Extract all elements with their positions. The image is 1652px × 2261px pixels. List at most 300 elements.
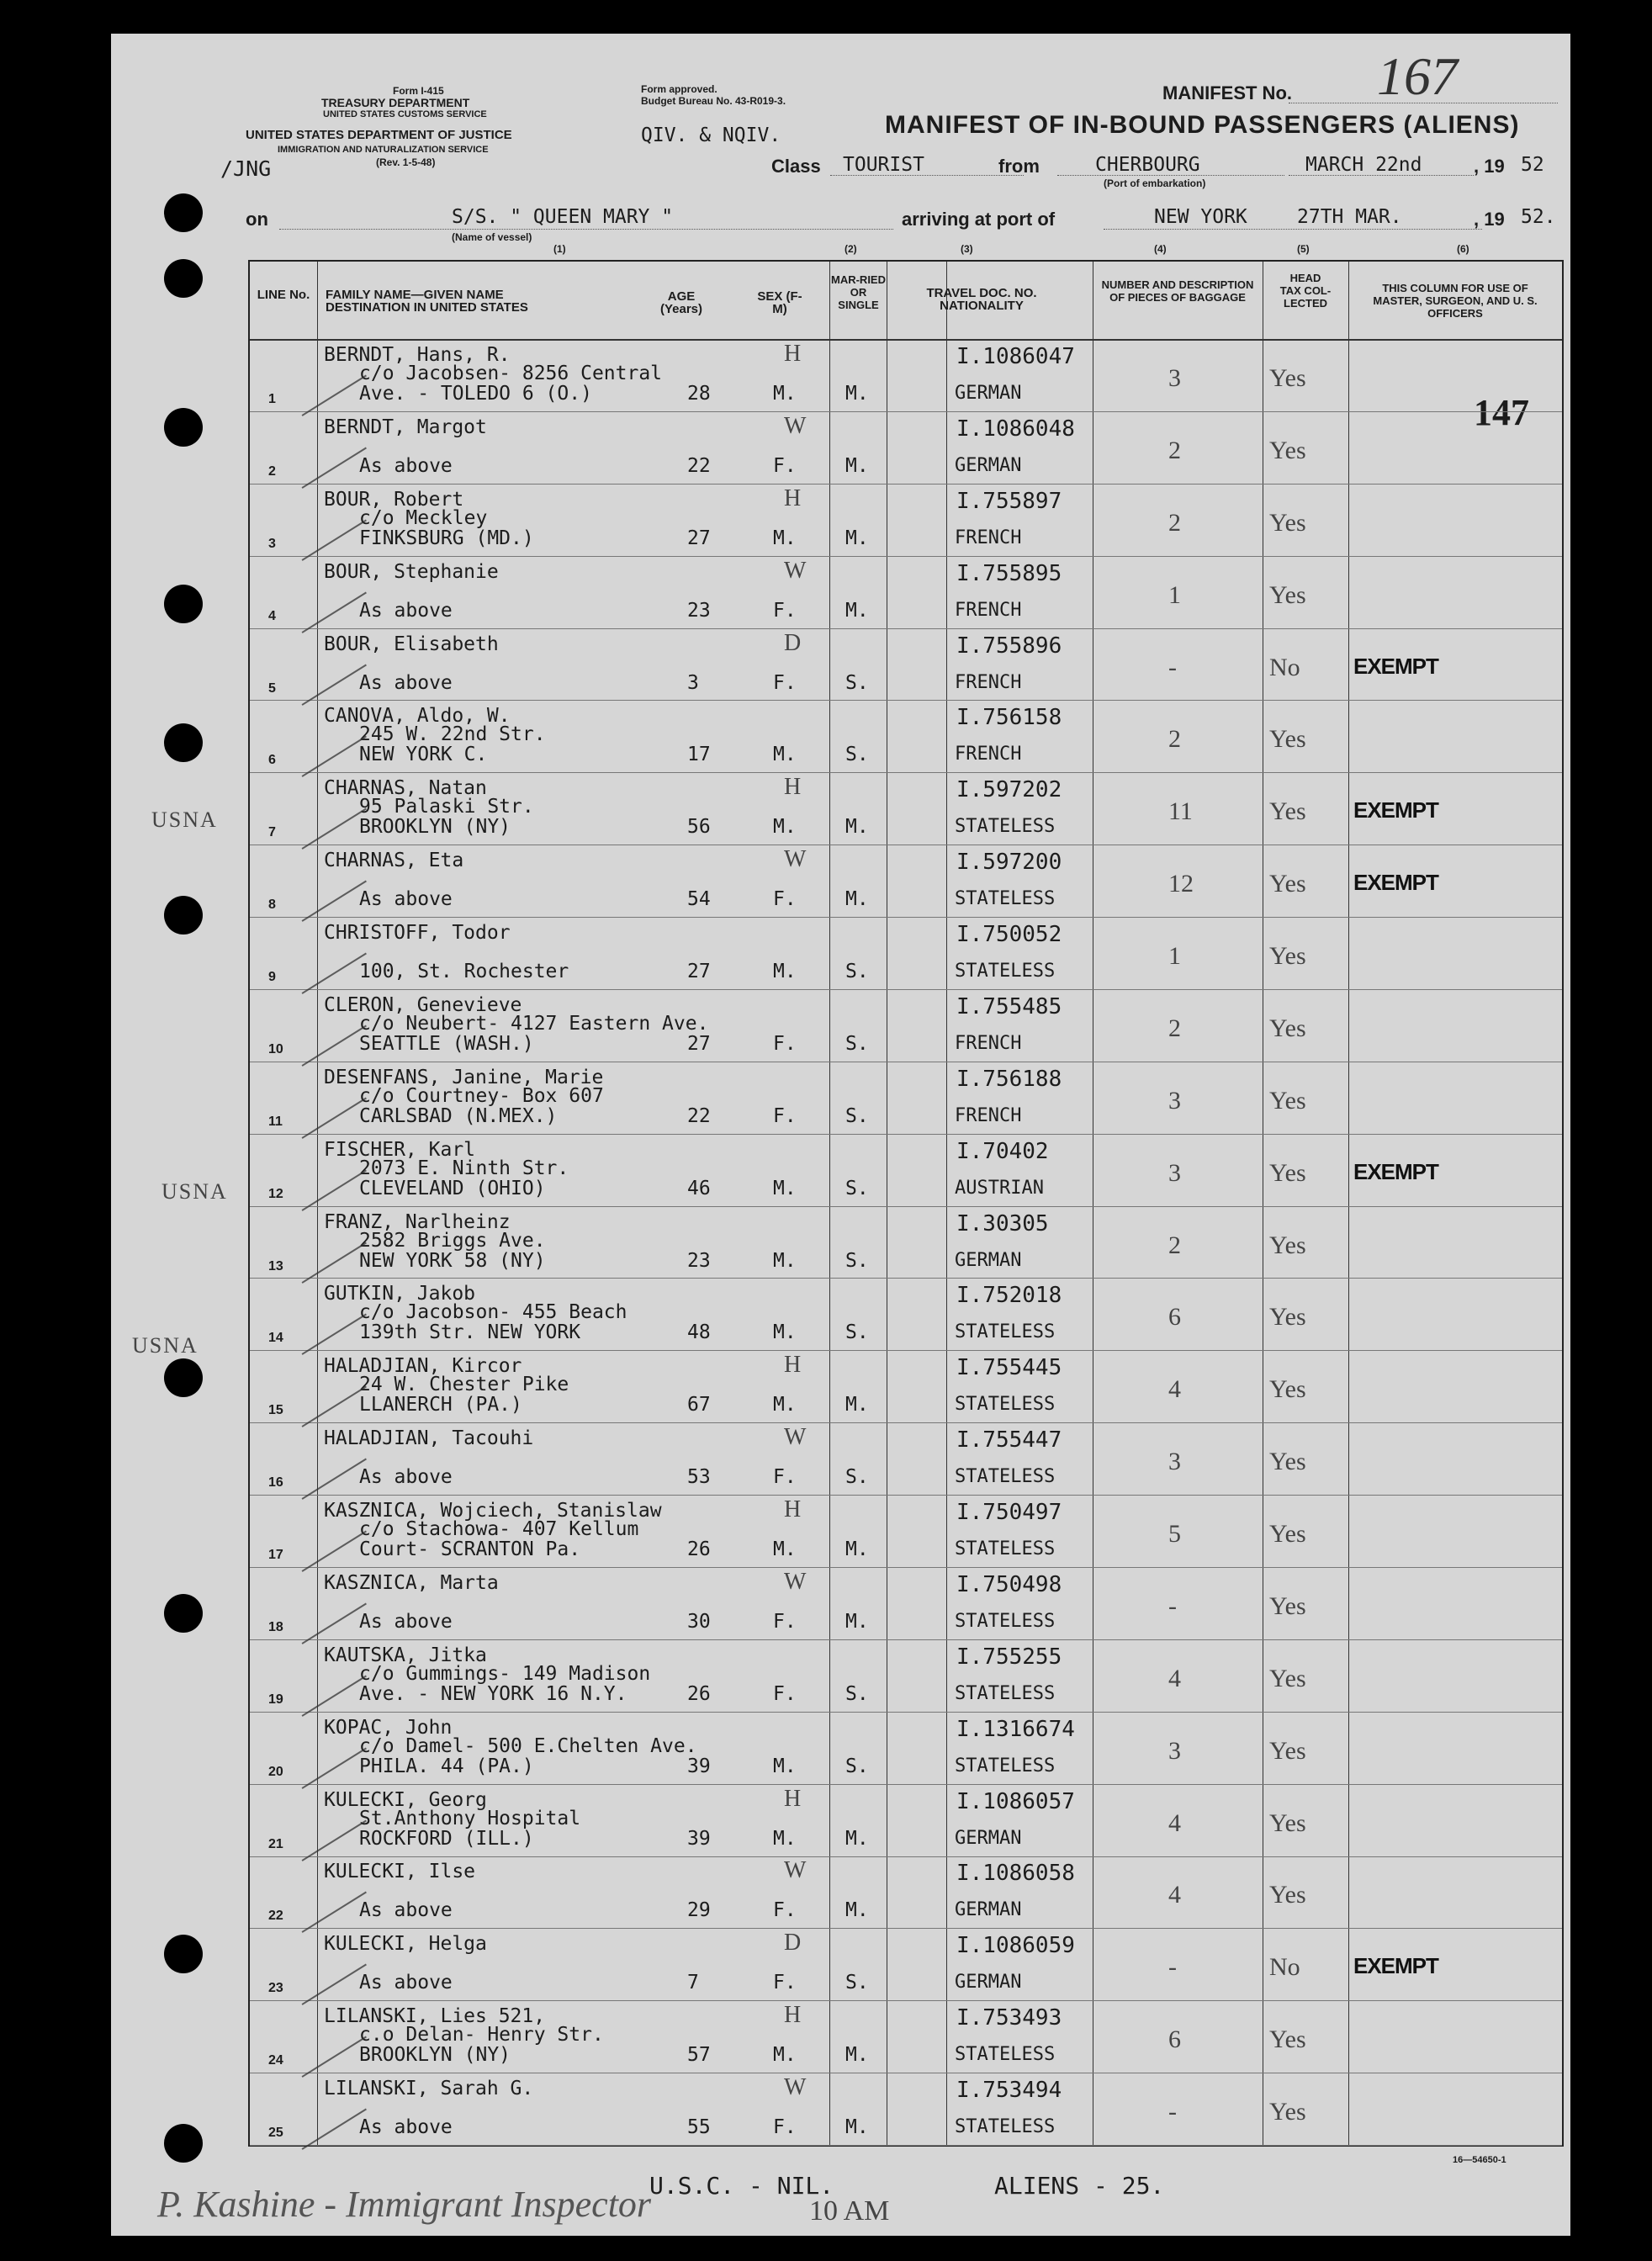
nationality: STATELESS xyxy=(955,1466,1056,1488)
baggage-count: 2 xyxy=(1168,508,1181,537)
header-officers-column: THIS COLUMN FOR USE OF MASTER, SURGEON, AND U. S. OFFICERS xyxy=(1373,282,1538,320)
family-given-name: KULECKI, Helga xyxy=(324,1933,487,1956)
head-tax-collected: Yes xyxy=(1269,580,1306,609)
nationality: STATELESS xyxy=(955,1682,1056,1704)
customs-service: UNITED STATES CUSTOMS SERVICE xyxy=(323,109,487,119)
line-number: 8 xyxy=(268,898,276,913)
travel-doc-number: I.755896 xyxy=(956,633,1062,659)
family-given-name: HALADJIAN, Kircor xyxy=(324,1355,522,1378)
nationality: STATELESS xyxy=(955,1755,1056,1776)
family-given-name: BOUR, Stephanie xyxy=(324,560,499,583)
header-sex: SEX (F-M) xyxy=(757,289,802,316)
marital-status: M. xyxy=(845,599,869,622)
manifest-title: MANIFEST OF IN-BOUND PASSENGERS (ALIENS) xyxy=(885,111,1520,139)
sex: F. xyxy=(773,1104,797,1127)
sex: M. xyxy=(773,1394,797,1416)
destination-line-1: 2582 Briggs Ave. xyxy=(359,1229,546,1252)
travel-doc-number: I.756158 xyxy=(956,705,1062,731)
family-given-name: KOPAC, John xyxy=(324,1716,453,1739)
travel-doc-number: I.753493 xyxy=(956,2005,1062,2031)
sex: F. xyxy=(773,2116,797,2139)
age: 27 xyxy=(687,961,711,983)
officer-mark: EXEMPT xyxy=(1353,1158,1438,1184)
aliens-total: ALIENS - 25. xyxy=(994,2172,1165,2200)
marital-status: M. xyxy=(845,888,869,911)
head-status-mark: D xyxy=(784,629,802,656)
travel-doc-number: I.1086048 xyxy=(956,416,1075,442)
nationality: FRENCH xyxy=(955,671,1022,693)
nationality: STATELESS xyxy=(955,2044,1056,2066)
head-status-mark: H xyxy=(784,1785,802,1812)
travel-doc-number: I.70402 xyxy=(956,1138,1049,1164)
arrival-date: 27TH MAR. xyxy=(1297,206,1402,228)
head-status-mark: H xyxy=(784,2002,802,2029)
destination-line-2: SEATTLE (WASH.) xyxy=(359,1032,534,1055)
destination-line-1: c/o Courtney- Box 607 xyxy=(359,1084,604,1107)
age: 48 xyxy=(687,1321,711,1344)
destination-line-2: CLEVELAND (OHIO) xyxy=(359,1177,546,1199)
family-given-name: BERNDT, Hans, R. xyxy=(324,344,511,366)
family-given-name: KAUTSKA, Jitka xyxy=(324,1644,487,1666)
marital-status: M. xyxy=(845,383,869,405)
nationality: FRENCH xyxy=(955,744,1022,765)
head-tax-collected: Yes xyxy=(1269,1086,1306,1115)
head-tax-collected: Yes xyxy=(1269,870,1306,898)
family-given-name: KASZNICA, Marta xyxy=(324,1571,499,1594)
travel-doc-number: I.756188 xyxy=(956,1066,1062,1092)
margin-note: USNA xyxy=(151,808,218,832)
class-value: TOURIST xyxy=(843,154,924,176)
marital-status: M. xyxy=(845,2116,869,2139)
baggage-count: 2 xyxy=(1168,725,1181,754)
family-given-name: CHRISTOFF, Todor xyxy=(324,922,511,945)
revision-date: (Rev. 1-5-48) xyxy=(376,156,436,168)
passenger-table xyxy=(248,260,1564,2147)
marital-status: M. xyxy=(845,454,869,477)
marital-status: S. xyxy=(845,1682,869,1705)
treasury-department: TREASURY DEPARTMENT xyxy=(321,96,470,109)
embarkation-date: MARCH 22nd xyxy=(1305,154,1422,176)
nationality: FRENCH xyxy=(955,1104,1022,1126)
officer-mark: EXEMPT xyxy=(1353,653,1438,679)
family-given-name: CLERON, Genevieve xyxy=(324,993,522,1016)
marital-status: M. xyxy=(845,2044,869,2067)
officer-mark: EXEMPT xyxy=(1353,870,1438,896)
destination-line-2: As above xyxy=(359,1899,453,1922)
marital-status: S. xyxy=(845,1177,869,1199)
head-tax-collected: Yes xyxy=(1269,1231,1306,1259)
nationality: AUSTRIAN xyxy=(955,1177,1044,1199)
age: 7 xyxy=(687,1972,699,1994)
destination-line-1: c.o Delan- Henry Str. xyxy=(359,2024,604,2047)
destination-line-2: As above xyxy=(359,1466,453,1489)
sex: M. xyxy=(773,1827,797,1850)
destination-line-2: CARLSBAD (N.MEX.) xyxy=(359,1104,558,1127)
baggage-count: 3 xyxy=(1168,1736,1181,1765)
travel-doc-number: I.1086059 xyxy=(956,1933,1075,1959)
punch-hole xyxy=(164,259,203,298)
destination-line-2: NEW YORK 58 (NY) xyxy=(359,1249,546,1272)
baggage-count: 6 xyxy=(1168,1303,1181,1332)
line-number: 1 xyxy=(268,392,276,406)
usc-total: U.S.C. - NIL. xyxy=(649,2172,834,2200)
head-status-mark: H xyxy=(784,341,802,367)
age: 54 xyxy=(687,888,711,911)
sex: F. xyxy=(773,1682,797,1705)
head-tax-collected: Yes xyxy=(1269,1736,1306,1765)
col-num-4: (4) xyxy=(1154,243,1167,255)
head-tax-collected: No xyxy=(1269,1953,1300,1982)
quota-class: QIV. & NQIV. xyxy=(641,124,781,146)
age: 26 xyxy=(687,1538,711,1561)
header-name: FAMILY NAME—GIVEN NAME DESTINATION IN UNITED STATES xyxy=(326,288,528,315)
manifest-number: 167 xyxy=(1377,46,1458,106)
destination-line-1: c/o Jacobson- 455 Beach xyxy=(359,1301,627,1324)
margin-note: USNA xyxy=(161,1179,228,1204)
line-number: 23 xyxy=(268,1981,283,1996)
line-number: 25 xyxy=(268,2126,283,2141)
head-tax-collected: Yes xyxy=(1269,1375,1306,1404)
print-number: 16—54650-1 xyxy=(1453,2155,1506,2165)
head-tax-collected: Yes xyxy=(1269,436,1306,464)
head-status-mark: W xyxy=(784,1857,807,1884)
manifest-label: MANIFEST No. xyxy=(1162,82,1292,103)
baggage-count: 3 xyxy=(1168,364,1181,392)
age: 39 xyxy=(687,1827,711,1850)
punch-hole xyxy=(164,1594,203,1633)
family-given-name: KASZNICA, Wojciech, Stanislaw xyxy=(324,1500,662,1522)
sex: M. xyxy=(773,383,797,405)
age: 57 xyxy=(687,2044,711,2067)
travel-doc-number: I.750052 xyxy=(956,922,1062,948)
marital-status: M. xyxy=(845,1610,869,1633)
destination-line-2: As above xyxy=(359,454,453,477)
line-number: 9 xyxy=(268,970,276,985)
travel-doc-number: I.1086047 xyxy=(956,344,1075,369)
head-tax-collected: Yes xyxy=(1269,2025,1306,2054)
line-number: 3 xyxy=(268,536,276,551)
year2-value: 52. xyxy=(1521,206,1556,228)
form-number: Form I-415 xyxy=(393,85,444,97)
sex: M. xyxy=(773,961,797,983)
family-given-name: HALADJIAN, Tacouhi xyxy=(324,1427,534,1450)
line-number: 2 xyxy=(268,463,276,479)
travel-doc-number: I.755485 xyxy=(956,993,1062,1019)
destination-line-2: FINKSBURG (MD.) xyxy=(359,527,534,549)
sex: F. xyxy=(773,1466,797,1489)
head-status-mark: H xyxy=(784,774,802,801)
destination-line-1: c/o Stachowa- 407 Kellum xyxy=(359,1518,639,1541)
travel-doc-number: I.597200 xyxy=(956,850,1062,876)
family-given-name: DESENFANS, Janine, Marie xyxy=(324,1066,604,1088)
travel-doc-number: I.1086058 xyxy=(956,1861,1075,1887)
year2-prefix: , 19 xyxy=(1474,209,1505,230)
marital-status: S. xyxy=(845,1249,869,1272)
age: 22 xyxy=(687,1104,711,1127)
travel-doc-number: I.753494 xyxy=(956,2078,1062,2104)
family-given-name: KULECKI, Georg xyxy=(324,1788,487,1811)
marital-status: M. xyxy=(845,1538,869,1561)
port-of-embarkation: CHERBOURG xyxy=(1095,154,1200,176)
destination-line-2: 100, St. Rochester xyxy=(359,961,569,983)
header-line-no: LINE No. xyxy=(257,288,310,302)
form-approved: Form approved. xyxy=(641,83,717,95)
baggage-count: 6 xyxy=(1168,2025,1181,2054)
baggage-count: 2 xyxy=(1168,1014,1181,1042)
nationality: GERMAN xyxy=(955,383,1022,404)
baggage-count: - xyxy=(1168,653,1177,681)
destination-line-2: NEW YORK C. xyxy=(359,744,488,766)
col-num-6: (6) xyxy=(1457,243,1469,255)
line-number: 17 xyxy=(268,1548,283,1563)
year-prefix: , 19 xyxy=(1474,156,1505,177)
travel-doc-number: I.750497 xyxy=(956,1500,1062,1526)
family-given-name: FRANZ, Narlheinz xyxy=(324,1210,511,1233)
head-tax-collected: Yes xyxy=(1269,508,1306,537)
age: 27 xyxy=(687,1032,711,1055)
line-number: 6 xyxy=(268,753,276,768)
sex: M. xyxy=(773,1321,797,1344)
baggage-count: - xyxy=(1168,1953,1177,1982)
officer-mark: EXEMPT xyxy=(1353,797,1438,823)
sex: F. xyxy=(773,888,797,911)
line-number: 14 xyxy=(268,1331,283,1346)
destination-line-2: 139th Str. NEW YORK xyxy=(359,1321,581,1344)
header-baggage: NUMBER AND DESCRIPTION OF PIECES OF BAGGAGE xyxy=(1101,278,1254,304)
age: 23 xyxy=(687,599,711,622)
nationality: STATELESS xyxy=(955,961,1056,982)
travel-doc-number: I.755445 xyxy=(956,1355,1062,1381)
punch-hole xyxy=(164,408,203,447)
travel-doc-number: I.755895 xyxy=(956,560,1062,586)
line-number: 19 xyxy=(268,1692,283,1707)
head-status-mark: W xyxy=(784,412,807,439)
baggage-count: 2 xyxy=(1168,436,1181,464)
budget-bureau: Budget Bureau No. 43-R019-3. xyxy=(641,95,786,107)
head-tax-collected: Yes xyxy=(1269,725,1306,754)
age: 26 xyxy=(687,1682,711,1705)
family-given-name: CHARNAS, Eta xyxy=(324,850,464,872)
family-given-name: GUTKIN, Jakob xyxy=(324,1283,476,1305)
nationality: STATELESS xyxy=(955,888,1056,910)
head-tax-collected: Yes xyxy=(1269,1303,1306,1332)
family-given-name: FISCHER, Karl xyxy=(324,1138,476,1161)
destination-line-2: As above xyxy=(359,599,453,622)
line-number: 24 xyxy=(268,2053,283,2068)
sex: F. xyxy=(773,1032,797,1055)
year-value: 52 xyxy=(1521,154,1544,176)
destination-line-2: BROOKLYN (NY) xyxy=(359,2044,511,2067)
line-number: 5 xyxy=(268,680,276,696)
nationality: STATELESS xyxy=(955,1321,1056,1343)
head-tax-collected: No xyxy=(1269,653,1300,681)
punch-hole xyxy=(164,723,203,762)
destination-line-1: c/o Gummings- 149 Madison xyxy=(359,1662,651,1685)
line-number: 15 xyxy=(268,1403,283,1418)
officer-mark: EXEMPT xyxy=(1353,1953,1438,1979)
head-tax-collected: Yes xyxy=(1269,1158,1306,1187)
sex: M. xyxy=(773,527,797,549)
nationality: GERMAN xyxy=(955,454,1022,476)
baggage-count: 3 xyxy=(1168,1158,1181,1187)
port-caption: (Port of embarkation) xyxy=(1104,177,1206,189)
family-given-name: BERNDT, Margot xyxy=(324,416,487,438)
nationality: STATELESS xyxy=(955,1610,1056,1632)
marital-status: M. xyxy=(845,1899,869,1922)
age: 55 xyxy=(687,2116,711,2139)
line-number: 10 xyxy=(268,1041,283,1056)
head-tax-collected: Yes xyxy=(1269,1808,1306,1837)
nationality: STATELESS xyxy=(955,2116,1056,2138)
marital-status: S. xyxy=(845,671,869,694)
col-num-1: (1) xyxy=(553,243,566,255)
sex: M. xyxy=(773,1249,797,1272)
punch-hole xyxy=(164,585,203,623)
age: 17 xyxy=(687,744,711,766)
travel-doc-number: I.755447 xyxy=(956,1427,1062,1454)
head-status-mark: D xyxy=(784,1930,802,1957)
marital-status: M. xyxy=(845,816,869,839)
destination-line-1: c/o Jacobsen- 8256 Central xyxy=(359,363,663,384)
arrival-port: NEW YORK xyxy=(1154,206,1247,228)
baggage-count: 4 xyxy=(1168,1808,1181,1837)
line-number: 22 xyxy=(268,1909,283,1924)
punch-hole xyxy=(164,896,203,935)
head-tax-collected: Yes xyxy=(1269,1448,1306,1476)
destination-line-1: 245 W. 22nd Str. xyxy=(359,723,546,746)
header-head-tax: HEAD TAX COL-LECTED xyxy=(1279,272,1332,310)
age: 28 xyxy=(687,383,711,405)
time-note: 10 AM xyxy=(809,2195,890,2227)
inspector-signature: P. Kashine - Immigrant Inspector xyxy=(157,2184,652,2225)
line-number: 4 xyxy=(268,608,276,623)
line-number: 18 xyxy=(268,1619,283,1634)
travel-doc-number: I.30305 xyxy=(956,1210,1049,1236)
vessel-caption: (Name of vessel) xyxy=(452,231,532,243)
travel-doc-number: I.597202 xyxy=(956,777,1062,803)
nationality: FRENCH xyxy=(955,599,1022,621)
punch-hole xyxy=(164,1358,203,1397)
nationality: STATELESS xyxy=(955,1538,1056,1560)
head-status-mark: W xyxy=(784,846,807,873)
margin-note: USNA xyxy=(132,1333,199,1358)
baggage-count: 4 xyxy=(1168,1664,1181,1692)
destination-line-2: Ave. - NEW YORK 16 N.Y. xyxy=(359,1682,627,1705)
baggage-count: 3 xyxy=(1168,1448,1181,1476)
sex: F. xyxy=(773,1610,797,1633)
destination-line-2: BROOKLYN (NY) xyxy=(359,816,511,839)
head-tax-collected: Yes xyxy=(1269,1591,1306,1620)
destination-line-1: St.Anthony Hospital xyxy=(359,1807,581,1829)
family-given-name: KULECKI, Ilse xyxy=(324,1861,476,1883)
destination-line-2: As above xyxy=(359,2116,453,2139)
head-tax-collected: Yes xyxy=(1269,1014,1306,1042)
family-given-name: BOUR, Elisabeth xyxy=(324,633,499,655)
head-status-mark: H xyxy=(784,1352,802,1379)
header-age: AGE (Years) xyxy=(659,289,703,316)
baggage-count: 3 xyxy=(1168,1086,1181,1115)
head-status-mark: H xyxy=(784,1496,802,1523)
head-tax-collected: Yes xyxy=(1269,1664,1306,1692)
marital-status: M. xyxy=(845,1394,869,1416)
baggage-count: - xyxy=(1168,1591,1177,1620)
col-num-2: (2) xyxy=(845,243,857,255)
head-tax-collected: Yes xyxy=(1269,1520,1306,1549)
destination-line-2: LLANERCH (PA.) xyxy=(359,1394,522,1416)
line-number: 7 xyxy=(268,825,276,840)
family-given-name: LILANSKI, Sarah G. xyxy=(324,2078,534,2100)
sex: M. xyxy=(773,1538,797,1561)
punch-hole xyxy=(164,1935,203,1973)
destination-line-1: 2073 E. Ninth Str. xyxy=(359,1157,569,1179)
marital-status: S. xyxy=(845,1032,869,1055)
line-number: 12 xyxy=(268,1186,283,1201)
destination-line-2: Court- SCRANTON Pa. xyxy=(359,1538,581,1561)
family-given-name: LILANSKI, Lies 521, xyxy=(324,2005,546,2028)
sex: F. xyxy=(773,671,797,694)
col-num-3: (3) xyxy=(961,243,973,255)
line-number: 16 xyxy=(268,1475,283,1491)
sex: M. xyxy=(773,816,797,839)
head-tax-collected: Yes xyxy=(1269,942,1306,971)
from-label: from xyxy=(998,156,1040,177)
head-tax-collected: Yes xyxy=(1269,364,1306,392)
sex: F. xyxy=(773,1899,797,1922)
sex: M. xyxy=(773,2044,797,2067)
header-travel-doc: TRAVEL DOC. NO. NATIONALITY xyxy=(926,286,1037,313)
line-number: 21 xyxy=(268,1836,283,1851)
nationality: STATELESS xyxy=(955,1394,1056,1416)
destination-line-2: As above xyxy=(359,671,453,694)
line-number: 13 xyxy=(268,1258,283,1273)
family-given-name: CANOVA, Aldo, W. xyxy=(324,705,511,728)
head-tax-collected: Yes xyxy=(1269,2098,1306,2126)
clerk-code: /JNG xyxy=(220,156,272,181)
vessel-name: S/S. " QUEEN MARY " xyxy=(452,206,674,228)
sex: F. xyxy=(773,1972,797,1994)
head-status-mark: H xyxy=(784,484,802,511)
destination-line-1: c/o Meckley xyxy=(359,506,488,529)
marital-status: S. xyxy=(845,1321,869,1344)
age: 29 xyxy=(687,1899,711,1922)
nationality: GERMAN xyxy=(955,1249,1022,1271)
marital-status: M. xyxy=(845,1827,869,1850)
nationality: GERMAN xyxy=(955,1899,1022,1921)
class-label: Class xyxy=(771,156,821,177)
punch-hole xyxy=(164,193,203,232)
baggage-count: 11 xyxy=(1168,797,1193,826)
nationality: GERMAN xyxy=(955,1972,1022,1994)
age: 46 xyxy=(687,1177,711,1199)
col-num-5: (5) xyxy=(1297,243,1310,255)
baggage-count: 2 xyxy=(1168,1231,1181,1259)
age: 27 xyxy=(687,527,711,549)
marital-status: S. xyxy=(845,961,869,983)
age: 67 xyxy=(687,1394,711,1416)
sex: F. xyxy=(773,599,797,622)
department-of-justice: UNITED STATES DEPARTMENT OF JUSTICE xyxy=(246,128,512,142)
marital-status: S. xyxy=(845,1104,869,1127)
baggage-count: 4 xyxy=(1168,1375,1181,1404)
travel-doc-number: I.1316674 xyxy=(956,1716,1075,1742)
destination-line-2: ROCKFORD (ILL.) xyxy=(359,1827,534,1850)
punch-hole xyxy=(164,2124,203,2163)
sex: M. xyxy=(773,1177,797,1199)
baggage-count: 1 xyxy=(1168,580,1181,609)
immigration-service: IMMIGRATION AND NATURALIZATION SERVICE xyxy=(278,145,489,155)
baggage-count: 5 xyxy=(1168,1520,1181,1549)
head-status-mark: W xyxy=(784,1424,807,1451)
